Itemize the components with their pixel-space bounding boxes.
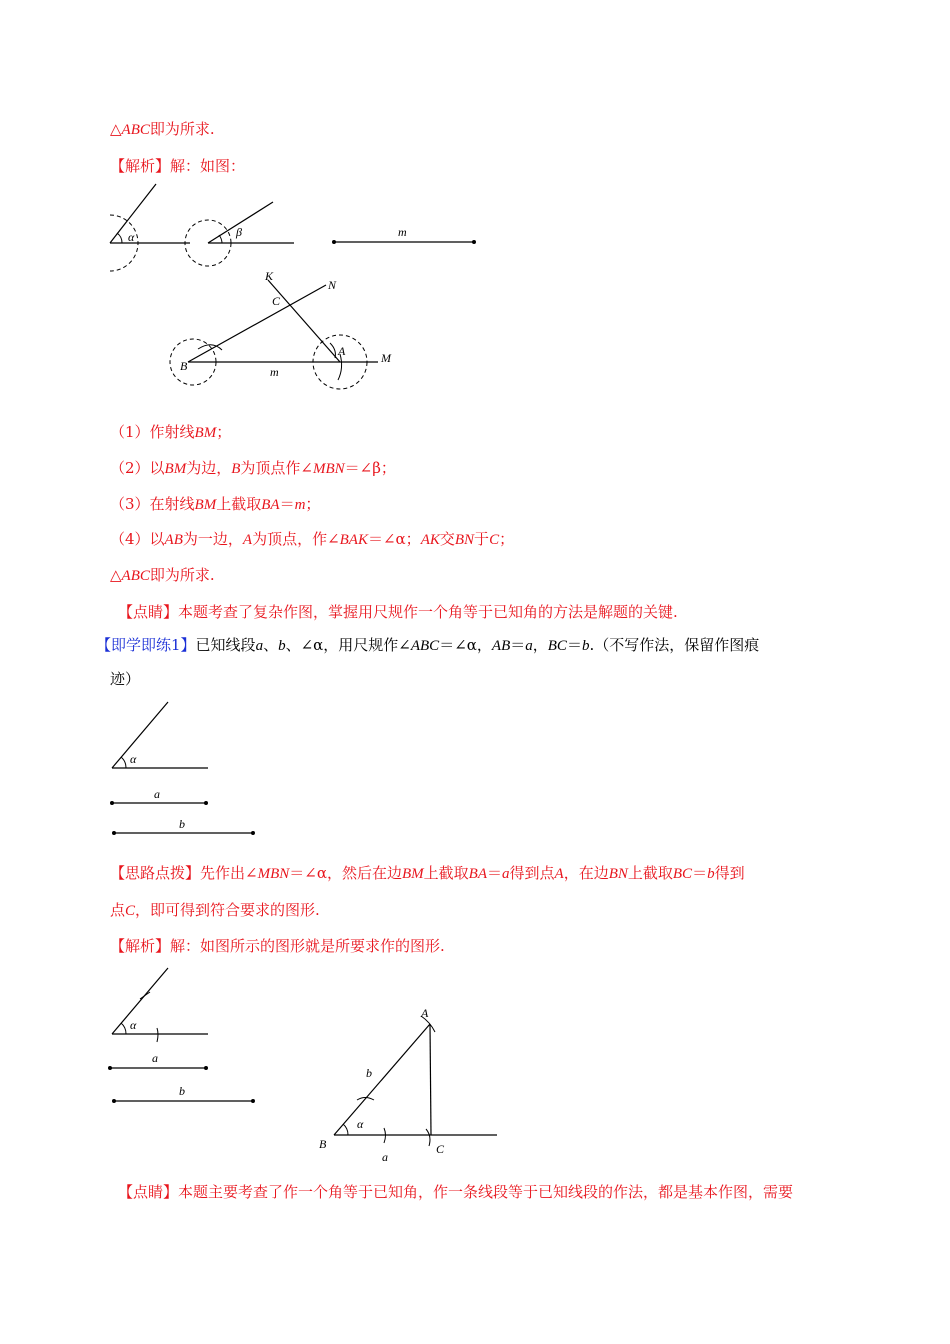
comment-2: 【点睛】本题主要考查了作一个角等于已知角，作一条线段等于已知线段的作法，都是基本作图，需要 <box>118 1183 794 1201</box>
analysis-line-1: 【解析】解：如图： <box>110 157 246 175</box>
figure-given-exercise <box>0 695 950 845</box>
point-n: N <box>328 278 337 292</box>
alpha-label-5: α <box>357 1117 364 1131</box>
point-m: M <box>381 351 391 365</box>
point-a-4: A <box>421 1006 429 1020</box>
alpha-label-3: α <box>130 752 137 766</box>
result-line: △ABC即为所求. <box>110 566 215 584</box>
point-c: C <box>272 294 281 308</box>
exercise-line-cont: 迹） <box>110 670 141 688</box>
exercise-line: 【即学即练1】已知线段a、b、∠α，用尺规作∠ABC＝∠α，AB＝a，BC＝b.（不写作法，保留作图痕 <box>96 636 760 654</box>
analysis-line-2: 【解析】解：如图所示的图形就是所要求作的图形. <box>110 937 445 955</box>
hint-line: 【思路点拨】先作出∠MBN＝∠α，然后在边BM上截取BA＝a得到点A，在边BN上截取BC＝b得到 <box>110 864 745 882</box>
segment-b-label: b <box>179 817 185 831</box>
point-b: B <box>180 359 188 373</box>
alpha-label-4: α <box>130 1018 137 1032</box>
hint-tag: 【思路点拨】 <box>110 864 201 882</box>
segment-b-label-5: b <box>366 1066 372 1080</box>
comment-1: 【点睛】本题考查了复杂作图，掌握用尺规作一个角等于已知角的方法是解题的关键. <box>118 603 678 621</box>
point-a: A <box>338 344 346 358</box>
segment-a-label: a <box>154 787 160 801</box>
figure-solution <box>0 960 950 1170</box>
step-2: （2）以BM为边，B为顶点作∠MBN＝∠β； <box>110 459 396 477</box>
alpha-label: α <box>128 230 135 244</box>
result-line-top: △ABC即为所求. <box>110 120 215 138</box>
point-k: K <box>265 269 274 283</box>
exercise-tag: 【即学即练1】 <box>96 636 196 654</box>
beta-label: β <box>236 225 242 239</box>
segment-b-label-4: b <box>179 1084 185 1098</box>
segment-a-label-5: a <box>382 1150 388 1164</box>
point-c-4: C <box>436 1142 445 1156</box>
step-3: （3）在射线BM上截取BA＝m； <box>110 495 321 513</box>
segment-m-label-2: m <box>270 365 279 379</box>
step-1: （1）作射线BM； <box>110 423 232 441</box>
segment-a-label-4: a <box>152 1051 158 1065</box>
point-b-4: B <box>319 1137 327 1151</box>
figure-construction <box>0 265 950 400</box>
comment-tag: 【点睛】 <box>118 603 179 621</box>
hint-line-cont: 点C，即可得到符合要求的图形. <box>110 901 320 919</box>
segment-m-label: m <box>398 225 407 239</box>
analysis-tag: 【解析】 <box>110 157 171 175</box>
step-4: （4）以AB为一边，A为顶点，作∠BAK＝∠α；AK交BN于C； <box>110 530 515 548</box>
